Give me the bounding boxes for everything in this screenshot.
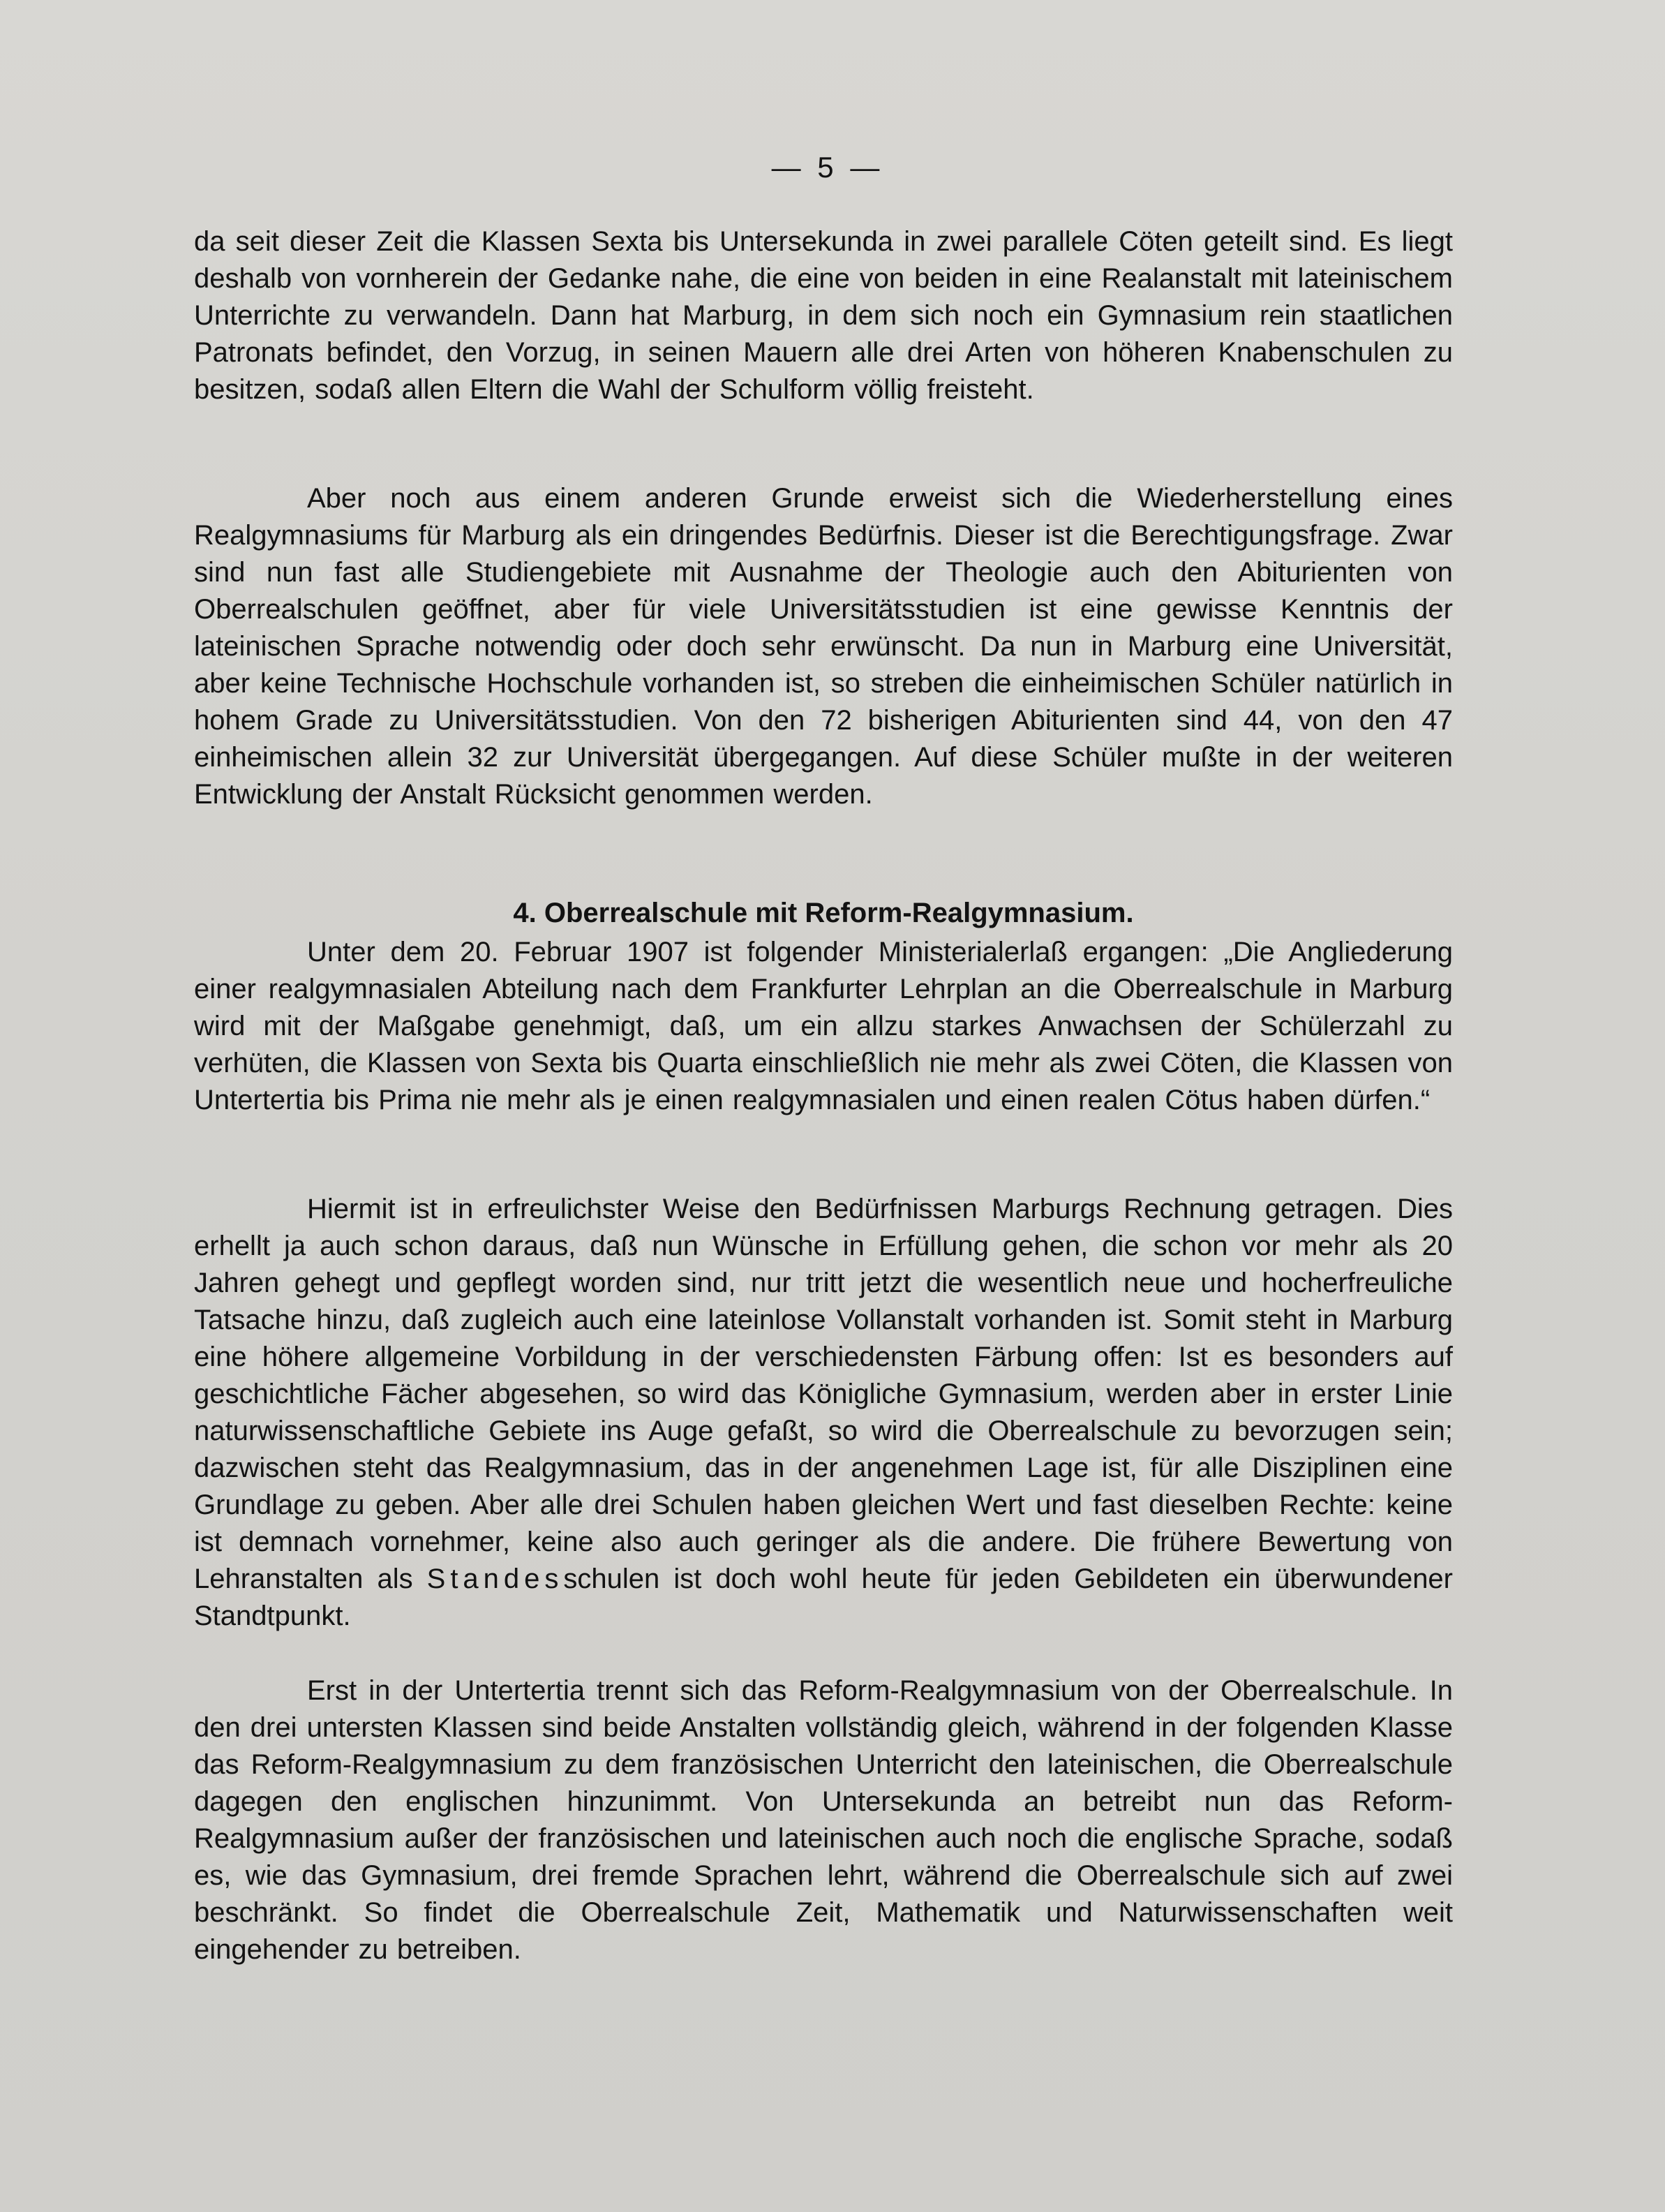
- paragraph-untertertia: [194, 1672, 1453, 1968]
- paragraph-end-text: schulen ist doch wohl heute für jeden Gebildeten ein überwundener Standtpunkt.: [194, 1564, 1453, 1631]
- paragraph-text: [194, 1191, 1453, 1635]
- paragraph-berechtigungsfrage: [194, 480, 1453, 813]
- paragraph-main-text: Hiermit ist in erfreulichster Weise den Bedürfnissen Marburgs Rechnung getragen. Dies erhellt ja auch schon daraus, daß nun Wünsche in Erfüllung gehen, die schon vor mehr als 20 Jahren gehegt und gepflegt worden sind, nur tritt jetzt die wesentlich neue und hocherfreuliche Tatsache hinzu, daß zugleich auch eine lateinlose Vollanstalt vorhanden ist. Somit steht in Marburg eine höhere allgemeine Vorbildung in der verschiedensten Färbung offen: Ist es besonders auf geschichtliche Fächer abgesehen, so wird das Königliche Gymnasium, werden aber in erster Linie naturwissenschaftliche Gebiete ins Auge gefaßt, so wird die Oberrealschule zu bevorzugen sein; dazwischen steht das Realgymnasium, das in der angenehmen Lage ist, für alle Disziplinen eine Grundlage zu geben. Aber alle drei Schulen haben gleichen Wert und fast dieselben Rechte: keine ist demnach vornehmer, keine also auch geringer als die andere. Die frühere Bewertung von Lehranstalten als: [194, 1194, 1453, 1594]
- section-heading: 4. Oberrealschule mit Reform-Realgymnasium.: [513, 898, 1134, 928]
- paragraph-text: Erst in der Untertertia trennt sich das Reform-Realgymnasium von der Oberrealschule. In den drei untersten Klassen sind beide Anstalten vollständig gleich, während in der folgenden Klasse das Reform-Realgymnasium zu dem französischen Unterricht den lateinischen, die Oberrealschule dagegen den englischen hinzunimmt. Von Untersekunda an betreibt nun das Reform-Realgymnasium außer der französischen und lateinischen auch noch die englische Sprache, sodaß es, wie das Gymnasium, drei fremde Sprachen lehrt, während die Oberrealschule sich auf zwei beschränkt. So findet die Oberrealschule Zeit, Mathematik und Naturwissenschaften weit eingehender zu betreiben.: [194, 1675, 1453, 1965]
- paragraph-beduerfnisse: [194, 1191, 1453, 1635]
- page-number: — 5 —: [771, 151, 884, 184]
- paragraph-text: Aber noch aus einem anderen Grunde erweist sich die Wiederherstellung eines Realgymnasiums für Marburg als ein dringendes Bedürfnis. Dieser ist die Berechtigungsfrage. Zwar sind nun fast alle Studiengebiete mit Ausnahme der Theologie auch den Abiturienten von Oberrealschulen geöffnet, aber für viele Universitätsstudien ist eine gewisse Kenntnis der lateinischen Sprache notwendig oder doch sehr erwünscht. Da nun in Marburg eine Universität, aber keine Technische Hochschule vorhanden ist, so streben die einheimischen Schüler natürlich in hohem Grade zu Universitätsstudien. Von den 72 bisherigen Abiturienten sind 44, von den 47 einheimischen allein 32 zur Universität übergegangen. Auf diese Schüler mußte in der weiteren Entwicklung der Anstalt Rücksicht genommen werden.: [194, 483, 1453, 810]
- paragraph-ministerialerlass: Unter dem 20. Februar 1907 ist folgender Ministerialerlaß ergangen: „Die Angliederung einer realgymnasialen Abteilung nach dem Frankfurter Lehrplan an die Oberrealschule in Marburg wird mit der Maßgabe genehmigt, daß, um ein allzu starkes Anwachsen der Schülerzahl zu verhüten, die Klassen von Sexta bis Quarta einschließlich nie mehr als zwei Cöten, die Klassen von Untertertia bis Prima nie mehr als je einen realgymnasialen und einen realen Cötus haben dürfen.“: [194, 937, 1453, 1115]
- section-oberrealschule: [194, 892, 1453, 1119]
- emphasized-word: Standes: [426, 1564, 564, 1594]
- paragraph-text: da seit dieser Zeit die Klassen Sexta bis Untersekunda in zwei parallele Cöten geteilt sind. Es liegt deshalb von vornherein der Gedanke nahe, die eine von beiden in eine Realanstalt mit lateinischem Unterrichte zu verwandeln. Dann hat Marburg, in dem sich noch ein Gymnasium rein staatlichen Patronats befindet, den Vorzug, in seinen Mauern alle drei Arten von höheren Knabenschulen zu besitzen, sodaß allen Eltern die Wahl der Schulform völlig freisteht.: [194, 226, 1453, 405]
- paragraph-continuation: [194, 223, 1453, 408]
